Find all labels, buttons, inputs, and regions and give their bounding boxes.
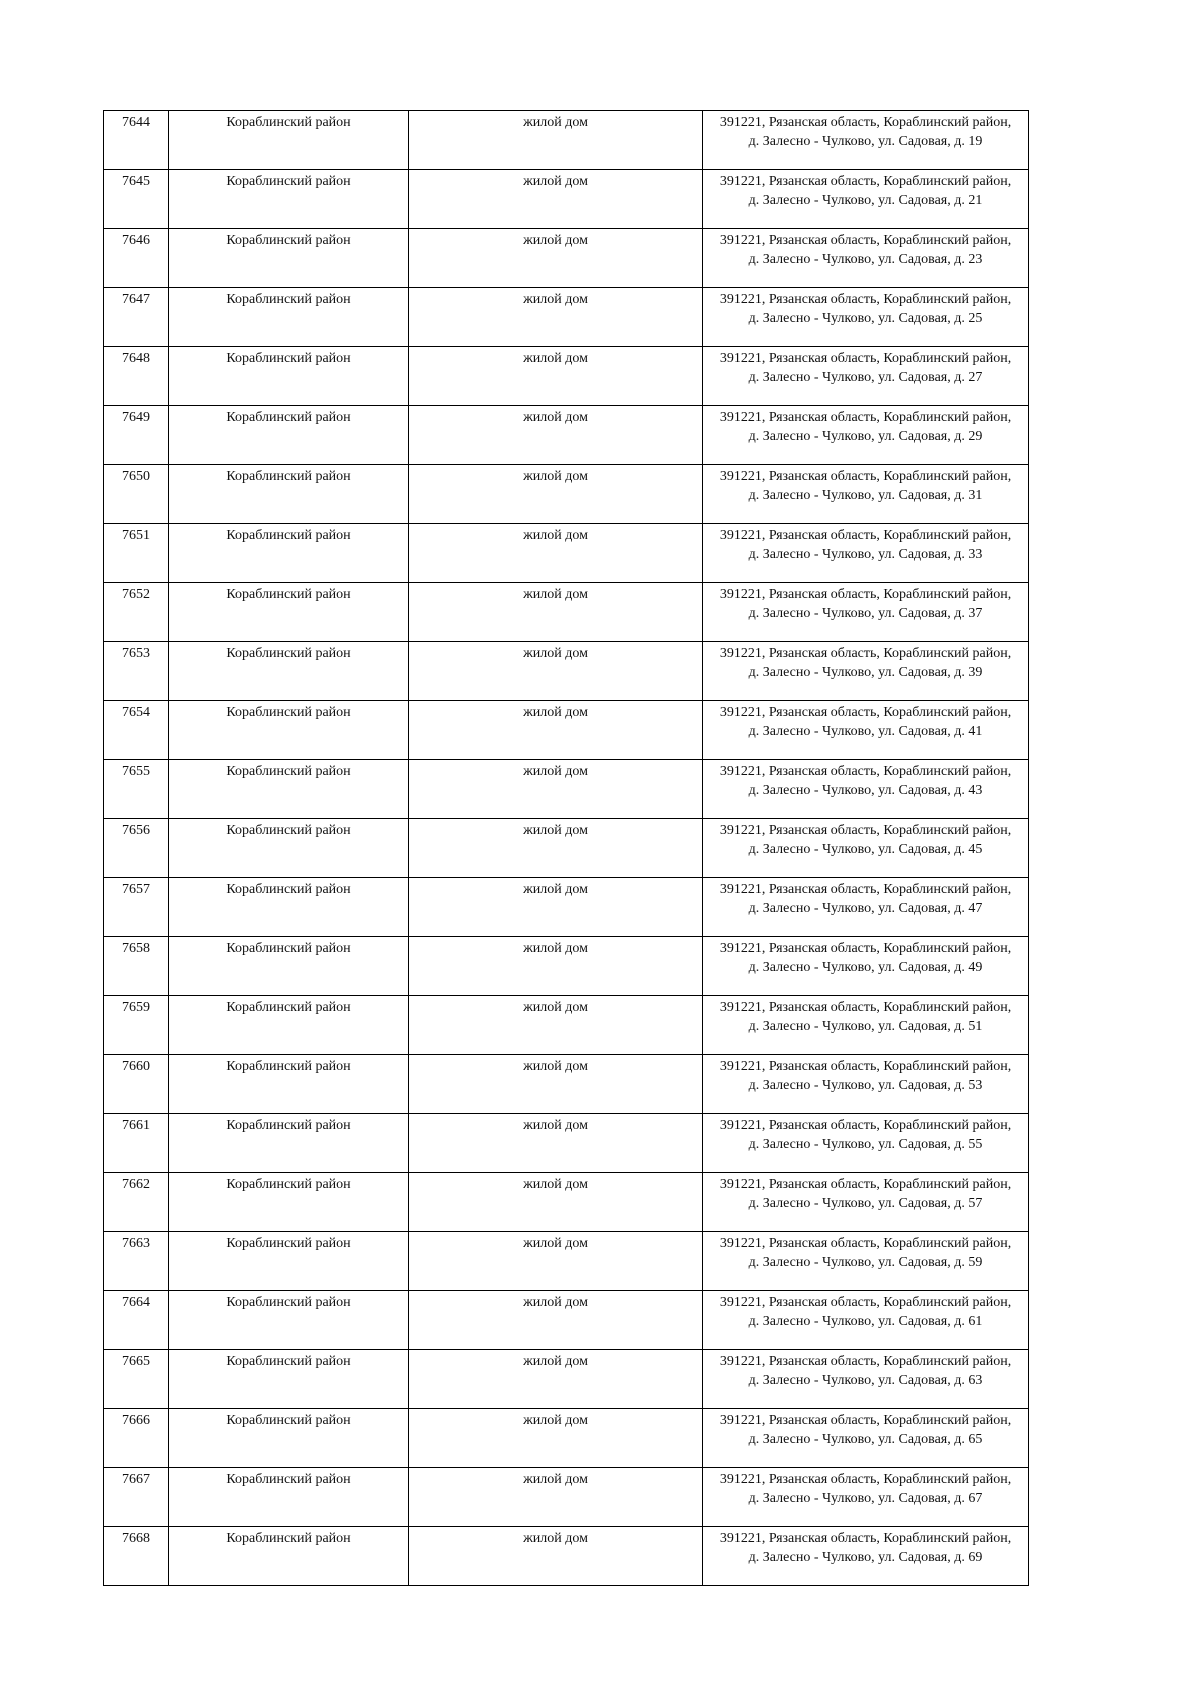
table-row xyxy=(104,1291,1029,1350)
district-cell: Кораблинский район xyxy=(169,819,409,878)
district-cell: Кораблинский район xyxy=(169,937,409,996)
address-line-1: 391221, Рязанская область, Кораблинский район, xyxy=(719,410,1012,425)
object-type-cell: жилой дом xyxy=(409,229,703,288)
address-line-2: д. Залесно - Чулково, ул. Садовая, д. 53 xyxy=(748,1078,983,1093)
address-line-1: 391221, Рязанская область, Кораблинский район, xyxy=(719,705,1012,720)
address-line-1: 391221, Рязанская область, Кораблинский район, xyxy=(719,587,1012,602)
district-cell: Кораблинский район xyxy=(169,406,409,465)
address-cell xyxy=(703,1114,1029,1173)
address-cell xyxy=(703,937,1029,996)
table-row xyxy=(104,819,1029,878)
address-line-2: д. Залесно - Чулково, ул. Садовая, д. 41 xyxy=(748,724,983,739)
address-line-1: 391221, Рязанская область, Кораблинский район, xyxy=(719,764,1012,779)
object-type-cell: жилой дом xyxy=(409,996,703,1055)
address-line-2: д. Залесно - Чулково, ул. Садовая, д. 49 xyxy=(748,960,983,975)
district-cell: Кораблинский район xyxy=(169,701,409,760)
district-cell: Кораблинский район xyxy=(169,642,409,701)
district-cell: Кораблинский район xyxy=(169,170,409,229)
table-row xyxy=(104,111,1029,170)
address-cell xyxy=(703,1409,1029,1468)
address-line-2: д. Залесно - Чулково, ул. Садовая, д. 33 xyxy=(748,547,983,562)
row-number-cell: 7656 xyxy=(104,819,169,878)
row-number-cell: 7654 xyxy=(104,701,169,760)
address-line-2: д. Залесно - Чулково, ул. Садовая, д. 19 xyxy=(748,134,983,149)
address-line-2: д. Залесно - Чулково, ул. Садовая, д. 43 xyxy=(748,783,983,798)
address-line-2: д. Залесно - Чулково, ул. Садовая, д. 61 xyxy=(748,1314,983,1329)
address-cell xyxy=(703,1055,1029,1114)
address-cell xyxy=(703,1173,1029,1232)
table-row xyxy=(104,760,1029,819)
address-cell xyxy=(703,406,1029,465)
row-number-cell: 7646 xyxy=(104,229,169,288)
district-cell: Кораблинский район xyxy=(169,229,409,288)
table-row xyxy=(104,1350,1029,1409)
address-line-1: 391221, Рязанская область, Кораблинский район, xyxy=(719,174,1012,189)
table-row xyxy=(104,347,1029,406)
row-number-cell: 7644 xyxy=(104,111,169,170)
address-line-1: 391221, Рязанская область, Кораблинский район, xyxy=(719,1000,1012,1015)
row-number-cell: 7655 xyxy=(104,760,169,819)
district-cell: Кораблинский район xyxy=(169,1409,409,1468)
object-type-cell: жилой дом xyxy=(409,701,703,760)
object-type-cell: жилой дом xyxy=(409,111,703,170)
address-line-2: д. Залесно - Чулково, ул. Садовая, д. 57 xyxy=(748,1196,983,1211)
object-type-cell: жилой дом xyxy=(409,1409,703,1468)
row-number-cell: 7662 xyxy=(104,1173,169,1232)
object-type-cell: жилой дом xyxy=(409,524,703,583)
registry-table-body xyxy=(104,111,1029,1586)
address-line-2: д. Залесно - Чулково, ул. Садовая, д. 23 xyxy=(748,252,983,267)
address-cell xyxy=(703,229,1029,288)
table-row xyxy=(104,1527,1029,1586)
object-type-cell: жилой дом xyxy=(409,1173,703,1232)
district-cell: Кораблинский район xyxy=(169,288,409,347)
object-type-cell: жилой дом xyxy=(409,642,703,701)
row-number-cell: 7650 xyxy=(104,465,169,524)
row-number-cell: 7645 xyxy=(104,170,169,229)
address-cell xyxy=(703,524,1029,583)
row-number-cell: 7648 xyxy=(104,347,169,406)
row-number-cell: 7660 xyxy=(104,1055,169,1114)
address-line-1: 391221, Рязанская область, Кораблинский район, xyxy=(719,292,1012,307)
object-type-cell: жилой дом xyxy=(409,288,703,347)
row-number-cell: 7652 xyxy=(104,583,169,642)
address-line-1: 391221, Рязанская область, Кораблинский район, xyxy=(719,1118,1012,1133)
address-line-1: 391221, Рязанская область, Кораблинский район, xyxy=(719,1472,1012,1487)
address-cell xyxy=(703,878,1029,937)
table-row xyxy=(104,288,1029,347)
address-line-2: д. Залесно - Чулково, ул. Садовая, д. 31 xyxy=(748,488,983,503)
address-cell xyxy=(703,170,1029,229)
district-cell: Кораблинский район xyxy=(169,465,409,524)
address-line-1: 391221, Рязанская область, Кораблинский район, xyxy=(719,1059,1012,1074)
address-cell xyxy=(703,288,1029,347)
object-type-cell: жилой дом xyxy=(409,583,703,642)
district-cell: Кораблинский район xyxy=(169,1055,409,1114)
object-type-cell: жилой дом xyxy=(409,1350,703,1409)
district-cell: Кораблинский район xyxy=(169,878,409,937)
address-cell xyxy=(703,1232,1029,1291)
district-cell: Кораблинский район xyxy=(169,1173,409,1232)
object-type-cell: жилой дом xyxy=(409,347,703,406)
row-number-cell: 7647 xyxy=(104,288,169,347)
address-line-1: 391221, Рязанская область, Кораблинский район, xyxy=(719,1236,1012,1251)
address-cell xyxy=(703,996,1029,1055)
registry-table xyxy=(103,110,1029,1586)
address-cell xyxy=(703,465,1029,524)
table-row xyxy=(104,229,1029,288)
address-line-2: д. Залесно - Чулково, ул. Садовая, д. 29 xyxy=(748,429,983,444)
address-cell xyxy=(703,701,1029,760)
address-line-2: д. Залесно - Чулково, ул. Садовая, д. 39 xyxy=(748,665,983,680)
address-line-2: д. Залесно - Чулково, ул. Садовая, д. 21 xyxy=(748,193,983,208)
row-number-cell: 7653 xyxy=(104,642,169,701)
object-type-cell: жилой дом xyxy=(409,1055,703,1114)
table-row xyxy=(104,1114,1029,1173)
table-row xyxy=(104,937,1029,996)
table-row xyxy=(104,1468,1029,1527)
address-line-2: д. Залесно - Чулково, ул. Садовая, д. 59 xyxy=(748,1255,983,1270)
address-line-2: д. Залесно - Чулково, ул. Садовая, д. 55 xyxy=(748,1137,983,1152)
address-line-1: 391221, Рязанская область, Кораблинский район, xyxy=(719,1531,1012,1546)
table-row xyxy=(104,406,1029,465)
district-cell: Кораблинский район xyxy=(169,760,409,819)
table-row xyxy=(104,642,1029,701)
row-number-cell: 7668 xyxy=(104,1527,169,1586)
row-number-cell: 7659 xyxy=(104,996,169,1055)
object-type-cell: жилой дом xyxy=(409,760,703,819)
object-type-cell: жилой дом xyxy=(409,406,703,465)
object-type-cell: жилой дом xyxy=(409,1527,703,1586)
table-row xyxy=(104,170,1029,229)
address-cell xyxy=(703,1527,1029,1586)
address-cell xyxy=(703,347,1029,406)
object-type-cell: жилой дом xyxy=(409,878,703,937)
address-line-1: 391221, Рязанская область, Кораблинский район, xyxy=(719,882,1012,897)
object-type-cell: жилой дом xyxy=(409,465,703,524)
row-number-cell: 7667 xyxy=(104,1468,169,1527)
row-number-cell: 7661 xyxy=(104,1114,169,1173)
table-row xyxy=(104,1232,1029,1291)
address-cell xyxy=(703,819,1029,878)
district-cell: Кораблинский район xyxy=(169,1350,409,1409)
row-number-cell: 7666 xyxy=(104,1409,169,1468)
object-type-cell: жилой дом xyxy=(409,937,703,996)
district-cell: Кораблинский район xyxy=(169,1114,409,1173)
row-number-cell: 7658 xyxy=(104,937,169,996)
address-cell xyxy=(703,1468,1029,1527)
object-type-cell: жилой дом xyxy=(409,1468,703,1527)
address-cell xyxy=(703,1291,1029,1350)
row-number-cell: 7651 xyxy=(104,524,169,583)
object-type-cell: жилой дом xyxy=(409,1114,703,1173)
address-cell xyxy=(703,642,1029,701)
address-line-1: 391221, Рязанская область, Кораблинский район, xyxy=(719,646,1012,661)
address-line-2: д. Залесно - Чулково, ул. Садовая, д. 37 xyxy=(748,606,983,621)
row-number-cell: 7664 xyxy=(104,1291,169,1350)
table-row xyxy=(104,524,1029,583)
address-line-2: д. Залесно - Чулково, ул. Садовая, д. 63 xyxy=(748,1373,983,1388)
address-cell xyxy=(703,760,1029,819)
table-row xyxy=(104,465,1029,524)
address-line-1: 391221, Рязанская область, Кораблинский район, xyxy=(719,1177,1012,1192)
district-cell: Кораблинский район xyxy=(169,1527,409,1586)
row-number-cell: 7649 xyxy=(104,406,169,465)
address-line-1: 391221, Рязанская область, Кораблинский район, xyxy=(719,351,1012,366)
district-cell: Кораблинский район xyxy=(169,583,409,642)
table-row xyxy=(104,1409,1029,1468)
object-type-cell: жилой дом xyxy=(409,819,703,878)
address-line-2: д. Залесно - Чулково, ул. Садовая, д. 69 xyxy=(748,1550,983,1565)
address-cell xyxy=(703,1350,1029,1409)
district-cell: Кораблинский район xyxy=(169,1232,409,1291)
address-line-1: 391221, Рязанская область, Кораблинский район, xyxy=(719,115,1012,130)
address-line-2: д. Залесно - Чулково, ул. Садовая, д. 25 xyxy=(748,311,983,326)
address-line-2: д. Залесно - Чулково, ул. Садовая, д. 67 xyxy=(748,1491,983,1506)
row-number-cell: 7665 xyxy=(104,1350,169,1409)
table-row xyxy=(104,583,1029,642)
table-row xyxy=(104,1055,1029,1114)
object-type-cell: жилой дом xyxy=(409,170,703,229)
table-row xyxy=(104,878,1029,937)
address-line-1: 391221, Рязанская область, Кораблинский район, xyxy=(719,1354,1012,1369)
table-row xyxy=(104,996,1029,1055)
address-line-1: 391221, Рязанская область, Кораблинский район, xyxy=(719,941,1012,956)
address-cell xyxy=(703,583,1029,642)
object-type-cell: жилой дом xyxy=(409,1232,703,1291)
district-cell: Кораблинский район xyxy=(169,1291,409,1350)
table-row xyxy=(104,701,1029,760)
address-line-1: 391221, Рязанская область, Кораблинский район, xyxy=(719,469,1012,484)
address-line-2: д. Залесно - Чулково, ул. Садовая, д. 47 xyxy=(748,901,983,916)
address-line-1: 391221, Рязанская область, Кораблинский район, xyxy=(719,1413,1012,1428)
table-row xyxy=(104,1173,1029,1232)
address-line-1: 391221, Рязанская область, Кораблинский район, xyxy=(719,1295,1012,1310)
address-line-2: д. Залесно - Чулково, ул. Садовая, д. 51 xyxy=(748,1019,983,1034)
row-number-cell: 7663 xyxy=(104,1232,169,1291)
district-cell: Кораблинский район xyxy=(169,524,409,583)
district-cell: Кораблинский район xyxy=(169,347,409,406)
object-type-cell: жилой дом xyxy=(409,1291,703,1350)
district-cell: Кораблинский район xyxy=(169,1468,409,1527)
district-cell: Кораблинский район xyxy=(169,111,409,170)
district-cell: Кораблинский район xyxy=(169,996,409,1055)
address-line-1: 391221, Рязанская область, Кораблинский район, xyxy=(719,233,1012,248)
address-line-2: д. Залесно - Чулково, ул. Садовая, д. 45 xyxy=(748,842,983,857)
address-line-1: 391221, Рязанская область, Кораблинский район, xyxy=(719,823,1012,838)
address-line-1: 391221, Рязанская область, Кораблинский район, xyxy=(719,528,1012,543)
address-cell xyxy=(703,111,1029,170)
address-line-2: д. Залесно - Чулково, ул. Садовая, д. 27 xyxy=(748,370,983,385)
row-number-cell: 7657 xyxy=(104,878,169,937)
address-line-2: д. Залесно - Чулково, ул. Садовая, д. 65 xyxy=(748,1432,983,1447)
